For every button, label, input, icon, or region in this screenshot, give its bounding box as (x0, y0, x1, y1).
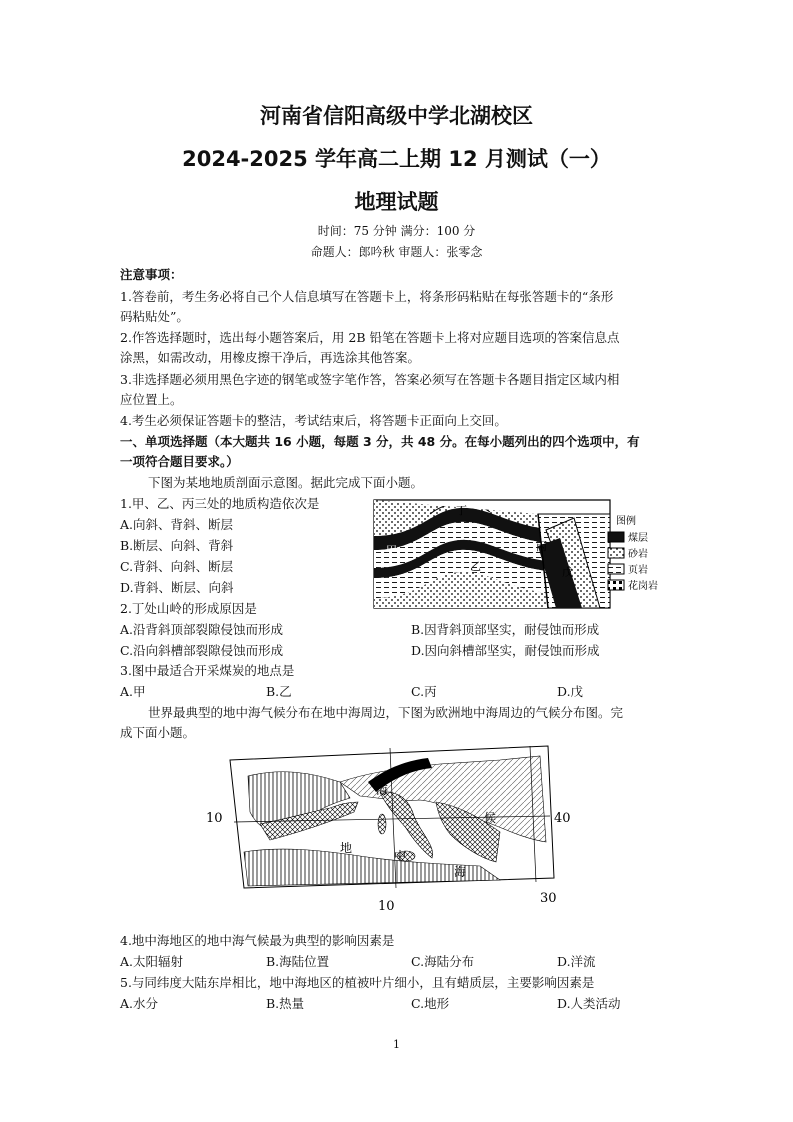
note-line: 2.作答选择题时，选出每小题答案后，用 2B 铅笔在答题卡上将对应题目选项的答案信息点 (120, 330, 620, 345)
q2-stem: 2.丁处山岭的形成原因是 (120, 601, 257, 616)
q2-option-c[interactable]: C.沿向斜槽部裂隙侵蚀而形成 (120, 643, 284, 658)
mediterranean-climate-map (200, 742, 600, 918)
notes-heading: 注意事项： (120, 267, 183, 282)
legend-shale: 页岩 (628, 565, 648, 576)
map-char-zhong: 中 (394, 849, 407, 863)
q3-option-c[interactable]: C.丙 (411, 684, 437, 699)
lat-label-right: 40 (554, 811, 571, 826)
group1-intro: 下图为某地地质剖面示意图。据此完成下面小题。 (148, 475, 424, 490)
label-yi: 乙 (470, 560, 481, 573)
map-char-hou: 候 (484, 811, 497, 825)
q2-option-d[interactable]: D.因向斜槽部坚实，耐侵蚀而形成 (411, 643, 600, 658)
q1-option-b[interactable]: B.断层、向斜、背斜 (120, 538, 234, 553)
legend-coal: 煤层 (628, 533, 648, 544)
exam-title: 2024-2025 学年高二上期 12 月测试（一） (182, 147, 611, 171)
q5-option-a[interactable]: A.水分 (120, 996, 159, 1011)
group2-intro-cont: 成下面小题。 (120, 725, 196, 740)
q3-option-d[interactable]: D.戊 (557, 684, 584, 699)
note-line: 1.答卷前，考生务必将自己个人信息填写在答题卡上，将条形码粘贴在每张答题卡的“条形 (120, 289, 614, 304)
section-heading-cont: 一项符合题目要求。） (120, 454, 239, 469)
section-heading: 一、单项选择题（本大题共 16 小题，每题 3 分，共 48 分。在每小题列出的四个选项中，有 (120, 434, 640, 449)
time-info: 时间：75 分钟 满分：100 分 (317, 224, 476, 238)
q1-option-c[interactable]: C.背斜、向斜、断层 (120, 559, 234, 574)
q4-stem: 4.地中海地区的地中海气候最为典型的影响因素是 (120, 933, 395, 948)
q2-option-a[interactable]: A.沿背斜顶部裂隙侵蚀而形成 (120, 622, 284, 637)
note-line: 4.考生必须保证答题卡的整洁，考试结束后，将答题卡正面向上交回。 (120, 413, 507, 428)
author-info: 命题人：郎吟秋 审题人：张零念 (310, 245, 483, 259)
climate-map-drawing (200, 742, 600, 918)
lat-label-left: 10 (206, 811, 223, 826)
note-line: 3.非选择题必须用黑色字迹的钢笔或签字笔作答，答案必须写在答题卡各题目指定区域内相 (120, 372, 620, 387)
q3-stem: 3.图中最适合开采煤炭的地点是 (120, 663, 295, 678)
q5-option-d[interactable]: D.人类活动 (557, 996, 621, 1011)
group2-intro: 世界最典型的地中海气候分布在地中海周边，下图为欧洲地中海周边的气候分布图。完 (148, 705, 624, 720)
q5-stem: 5.与同纬度大陆东岸相比，地中海地区的植被叶片细小，且有蜡质层，主要影响因素是 (120, 975, 595, 990)
note-line: 涂黑，如需改动，用橡皮擦干净后，再选涂其他答案。 (120, 350, 421, 365)
q5-option-c[interactable]: C.地形 (411, 996, 450, 1011)
geologic-section-figure (360, 490, 682, 612)
lon-label-10: 10 (378, 899, 395, 914)
note-line: 码粘贴处”。 (120, 309, 189, 324)
note-line: 应位置上。 (120, 392, 183, 407)
map-char-hai1: 海 (376, 783, 389, 797)
map-char-di: 地 (340, 841, 353, 855)
label-ding: 丁 (456, 504, 467, 517)
page-number: 1 (393, 1038, 400, 1051)
subject-title: 地理试题 (354, 190, 439, 214)
q1-option-a[interactable]: A.向斜、背斜、断层 (120, 517, 234, 532)
q1-stem: 1.甲、乙、丙三处的地质构造依次是 (120, 496, 320, 511)
q4-option-a[interactable]: A.太阳辐射 (120, 954, 184, 969)
label-jia: 甲 (386, 544, 397, 557)
label-wu: 戊 (562, 566, 573, 579)
q3-option-b[interactable]: B.乙 (266, 684, 292, 699)
q3-option-a[interactable]: A.甲 (120, 684, 146, 699)
geologic-section-diagram (360, 490, 682, 612)
label-bing: 丙 (536, 540, 547, 553)
legend-sandstone: 砂岩 (628, 549, 648, 560)
q4-option-b[interactable]: B.海陆位置 (266, 954, 330, 969)
q4-option-d[interactable]: D.洋流 (557, 954, 596, 969)
q2-option-b[interactable]: B.因背斜顶部坚实，耐侵蚀而形成 (411, 622, 600, 637)
q1-option-d[interactable]: D.背斜、断层、向斜 (120, 580, 234, 595)
lon-label-30: 30 (540, 891, 557, 906)
school-title: 河南省信阳高级中学北湖校区 (260, 104, 533, 128)
legend-title: 图例 (616, 516, 636, 527)
map-char-hai2: 海 (454, 865, 467, 879)
q5-option-b[interactable]: B.热量 (266, 996, 305, 1011)
q4-option-c[interactable]: C.海陆分布 (411, 954, 475, 969)
legend-granite: 花岗岩 (628, 581, 658, 592)
